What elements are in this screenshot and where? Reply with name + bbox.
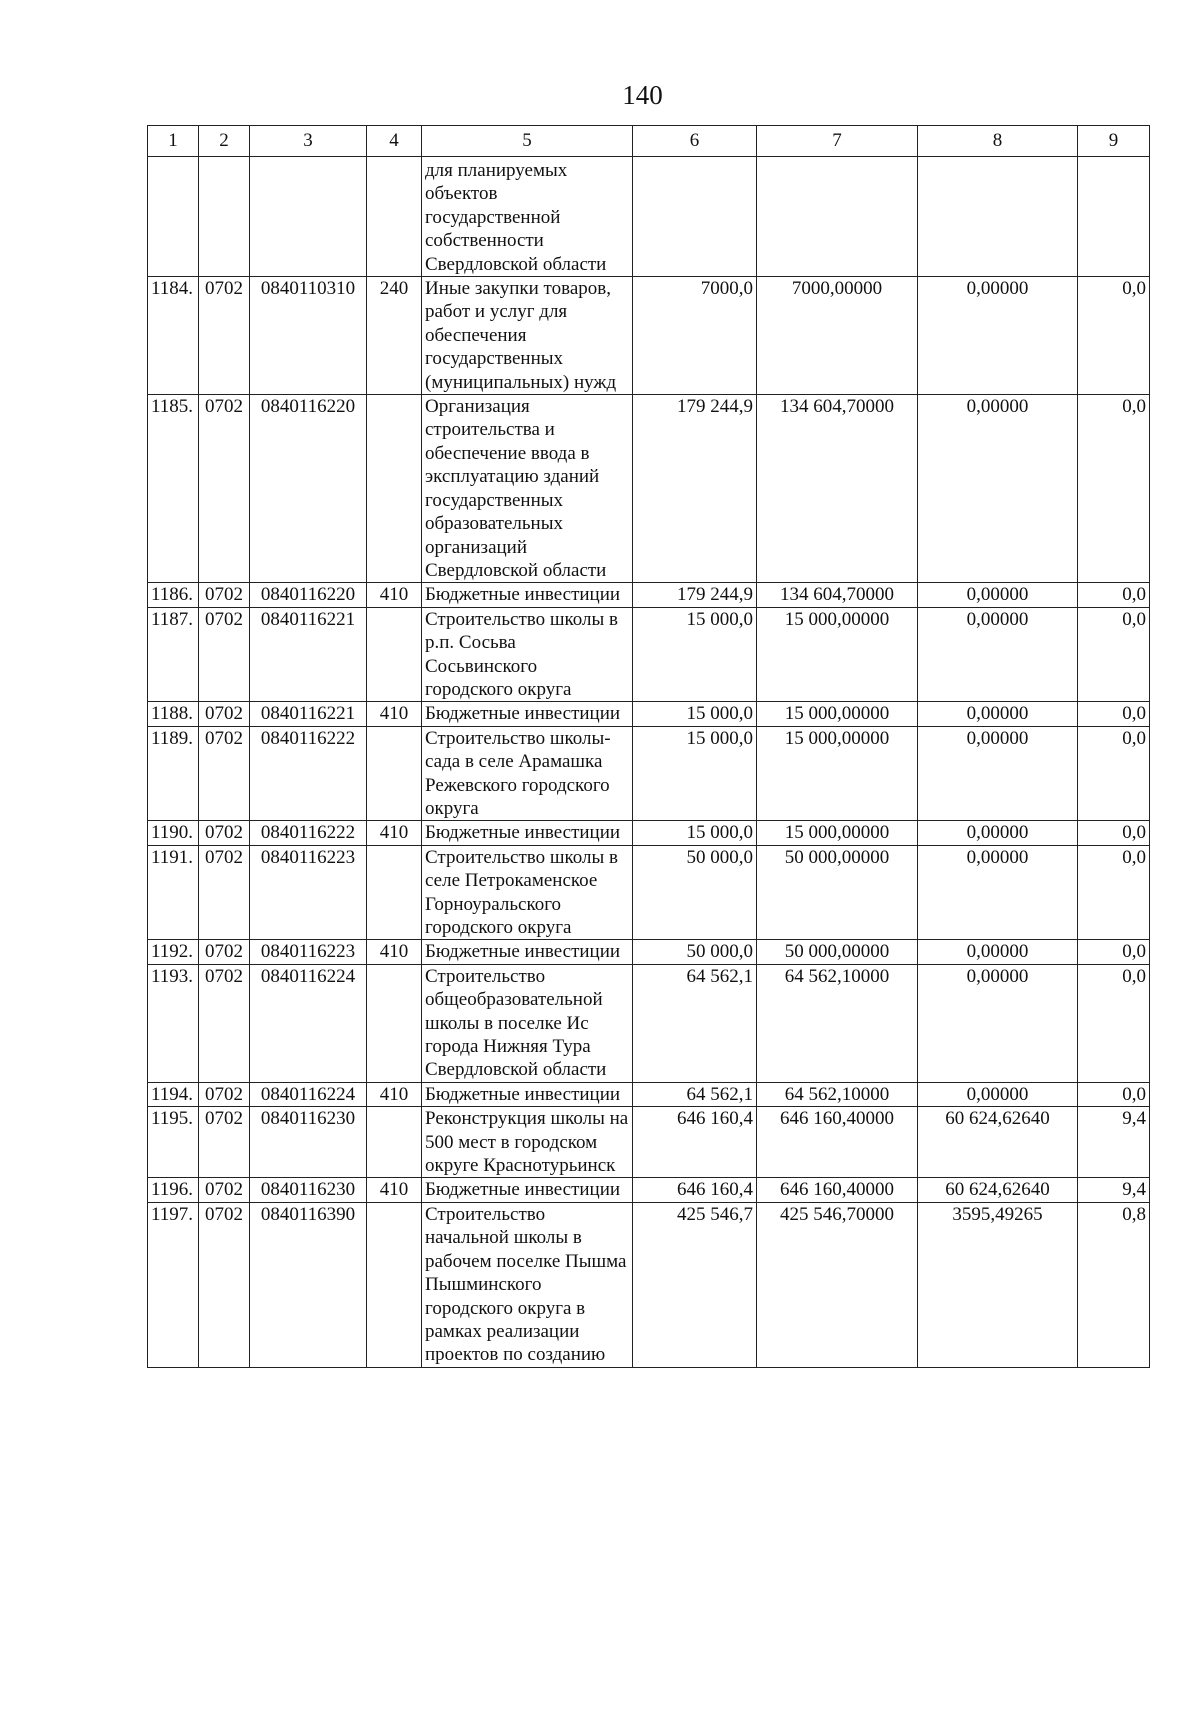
cell-value-col7: 134 604,70000 xyxy=(757,395,918,583)
cell-value-col9: 0,0 xyxy=(1078,277,1150,395)
table-row xyxy=(148,702,1150,726)
cell-section-code: 0702 xyxy=(199,845,250,940)
cell-row-number: 1188. xyxy=(148,702,199,726)
header-col-9: 9 xyxy=(1078,126,1150,157)
cell-row-number: 1189. xyxy=(148,726,199,821)
cell-row-number: 1194. xyxy=(148,1082,199,1106)
cell-row-number: 1193. xyxy=(148,964,199,1082)
table-row xyxy=(148,1178,1150,1202)
cell-value-col6: 646 160,4 xyxy=(633,1107,757,1178)
cell-name: Организация строительства и обеспечение ввода в эксплуатацию зданий государственных образовательных организаций Свердловской области xyxy=(422,395,633,583)
cell-name: Бюджетные инвестиции xyxy=(422,821,633,845)
cell-name: Бюджетные инвестиции xyxy=(422,702,633,726)
cell-empty xyxy=(1078,157,1150,277)
continuation-row xyxy=(148,157,1150,277)
cell-article-code: 0840116223 xyxy=(250,940,367,964)
cell-empty xyxy=(199,157,250,277)
cell-value-col6: 64 562,1 xyxy=(633,1082,757,1106)
cell-name: Строительство школы в р.п. Сосьва Сосьвинского городского округа xyxy=(422,607,633,702)
cell-section-code: 0702 xyxy=(199,726,250,821)
cell-value-col7: 50 000,00000 xyxy=(757,940,918,964)
cell-value-col6: 425 546,7 xyxy=(633,1202,757,1367)
cell-empty xyxy=(367,157,422,277)
cell-section-code: 0702 xyxy=(199,583,250,607)
header-col-4: 4 xyxy=(367,126,422,157)
cell-expense-type: 240 xyxy=(367,277,422,395)
cell-article-code: 0840116222 xyxy=(250,821,367,845)
cell-name: Строительство общеобразовательной школы в поселке Ис города Нижняя Тура Свердловской области xyxy=(422,964,633,1082)
cell-value-col8: 3595,49265 xyxy=(918,1202,1078,1367)
table-row xyxy=(148,845,1150,940)
cell-section-code: 0702 xyxy=(199,277,250,395)
cell-section-code: 0702 xyxy=(199,702,250,726)
cell-article-code: 0840116221 xyxy=(250,607,367,702)
cell-row-number: 1184. xyxy=(148,277,199,395)
cell-name: Иные закупки товаров, работ и услуг для обеспечения государственных (муниципальных) нужд xyxy=(422,277,633,395)
table-row xyxy=(148,1107,1150,1178)
table-row xyxy=(148,607,1150,702)
cell-expense-type xyxy=(367,1202,422,1367)
cell-article-code: 0840116230 xyxy=(250,1107,367,1178)
table-row xyxy=(148,395,1150,583)
cell-section-code: 0702 xyxy=(199,395,250,583)
cell-value-col7: 15 000,00000 xyxy=(757,821,918,845)
cell-section-code: 0702 xyxy=(199,1107,250,1178)
cell-article-code: 0840116230 xyxy=(250,1178,367,1202)
cell-value-col9: 0,0 xyxy=(1078,940,1150,964)
cell-value-col8: 0,00000 xyxy=(918,726,1078,821)
cell-value-col7: 7000,00000 xyxy=(757,277,918,395)
table-row xyxy=(148,1082,1150,1106)
cell-name: для планируемых объектов государственной собственности Свердловской области xyxy=(422,157,633,277)
header-col-5: 5 xyxy=(422,126,633,157)
cell-value-col8: 0,00000 xyxy=(918,821,1078,845)
header-col-7: 7 xyxy=(757,126,918,157)
cell-value-col6: 15 000,0 xyxy=(633,607,757,702)
cell-article-code: 0840116222 xyxy=(250,726,367,821)
cell-row-number: 1197. xyxy=(148,1202,199,1367)
cell-value-col8: 0,00000 xyxy=(918,277,1078,395)
header-col-6: 6 xyxy=(633,126,757,157)
cell-row-number: 1196. xyxy=(148,1178,199,1202)
cell-section-code: 0702 xyxy=(199,964,250,1082)
cell-value-col6: 15 000,0 xyxy=(633,726,757,821)
cell-value-col6: 179 244,9 xyxy=(633,583,757,607)
cell-value-col9: 0,8 xyxy=(1078,1202,1150,1367)
cell-value-col9: 0,0 xyxy=(1078,845,1150,940)
cell-section-code: 0702 xyxy=(199,821,250,845)
cell-value-col8: 0,00000 xyxy=(918,702,1078,726)
cell-value-col6: 179 244,9 xyxy=(633,395,757,583)
cell-value-col6: 15 000,0 xyxy=(633,702,757,726)
table-row xyxy=(148,940,1150,964)
cell-row-number: 1190. xyxy=(148,821,199,845)
cell-value-col7: 64 562,10000 xyxy=(757,964,918,1082)
cell-expense-type xyxy=(367,607,422,702)
cell-value-col7: 64 562,10000 xyxy=(757,1082,918,1106)
cell-empty xyxy=(918,157,1078,277)
cell-value-col6: 64 562,1 xyxy=(633,964,757,1082)
cell-value-col6: 15 000,0 xyxy=(633,821,757,845)
cell-value-col7: 15 000,00000 xyxy=(757,702,918,726)
cell-value-col7: 425 546,70000 xyxy=(757,1202,918,1367)
cell-value-col9: 9,4 xyxy=(1078,1178,1150,1202)
cell-value-col8: 0,00000 xyxy=(918,395,1078,583)
cell-name: Бюджетные инвестиции xyxy=(422,1082,633,1106)
cell-value-col9: 0,0 xyxy=(1078,1082,1150,1106)
cell-expense-type: 410 xyxy=(367,940,422,964)
cell-value-col9: 0,0 xyxy=(1078,583,1150,607)
cell-expense-type: 410 xyxy=(367,1178,422,1202)
table-row xyxy=(148,1202,1150,1367)
cell-name: Строительство школы-сада в селе Арамашка Режевского городского округа xyxy=(422,726,633,821)
cell-value-col6: 7000,0 xyxy=(633,277,757,395)
cell-article-code: 0840116220 xyxy=(250,395,367,583)
cell-value-col7: 646 160,40000 xyxy=(757,1107,918,1178)
cell-value-col7: 15 000,00000 xyxy=(757,726,918,821)
cell-value-col7: 646 160,40000 xyxy=(757,1178,918,1202)
page-number: 140 xyxy=(622,80,663,110)
cell-value-col9: 0,0 xyxy=(1078,702,1150,726)
cell-expense-type: 410 xyxy=(367,702,422,726)
table-row xyxy=(148,583,1150,607)
cell-empty xyxy=(633,157,757,277)
cell-value-col9: 0,0 xyxy=(1078,726,1150,821)
cell-name: Реконструкция школы на 500 мест в городском округе Краснотурьинск xyxy=(422,1107,633,1178)
cell-section-code: 0702 xyxy=(199,607,250,702)
cell-row-number: 1185. xyxy=(148,395,199,583)
cell-expense-type xyxy=(367,395,422,583)
cell-value-col9: 0,0 xyxy=(1078,964,1150,1082)
cell-name: Строительство начальной школы в рабочем поселке Пышма Пышминского городского округа в рамках реализации проектов по созданию xyxy=(422,1202,633,1367)
cell-value-col6: 50 000,0 xyxy=(633,940,757,964)
cell-name: Бюджетные инвестиции xyxy=(422,940,633,964)
cell-article-code: 0840116224 xyxy=(250,964,367,1082)
cell-section-code: 0702 xyxy=(199,1202,250,1367)
cell-section-code: 0702 xyxy=(199,1082,250,1106)
header-col-3: 3 xyxy=(250,126,367,157)
cell-row-number: 1195. xyxy=(148,1107,199,1178)
cell-expense-type xyxy=(367,845,422,940)
cell-name: Строительство школы в селе Петрокаменское Горноуральского городского округа xyxy=(422,845,633,940)
cell-section-code: 0702 xyxy=(199,940,250,964)
table-row xyxy=(148,821,1150,845)
cell-row-number: 1187. xyxy=(148,607,199,702)
cell-empty xyxy=(757,157,918,277)
cell-article-code: 0840116223 xyxy=(250,845,367,940)
cell-value-col7: 134 604,70000 xyxy=(757,583,918,607)
cell-row-number: 1191. xyxy=(148,845,199,940)
header-row xyxy=(148,126,1150,157)
cell-expense-type: 410 xyxy=(367,583,422,607)
header-col-2: 2 xyxy=(199,126,250,157)
cell-value-col7: 15 000,00000 xyxy=(757,607,918,702)
cell-article-code: 0840116390 xyxy=(250,1202,367,1367)
cell-empty xyxy=(148,157,199,277)
cell-expense-type xyxy=(367,1107,422,1178)
cell-value-col8: 60 624,62640 xyxy=(918,1178,1078,1202)
table-row xyxy=(148,964,1150,1082)
cell-value-col9: 0,0 xyxy=(1078,821,1150,845)
cell-section-code: 0702 xyxy=(199,1178,250,1202)
cell-value-col8: 0,00000 xyxy=(918,940,1078,964)
cell-name: Бюджетные инвестиции xyxy=(422,583,633,607)
cell-empty xyxy=(250,157,367,277)
cell-value-col9: 0,0 xyxy=(1078,395,1150,583)
cell-value-col8: 0,00000 xyxy=(918,607,1078,702)
cell-value-col7: 50 000,00000 xyxy=(757,845,918,940)
cell-value-col8: 0,00000 xyxy=(918,583,1078,607)
cell-value-col8: 0,00000 xyxy=(918,845,1078,940)
cell-article-code: 0840116221 xyxy=(250,702,367,726)
cell-article-code: 0840116224 xyxy=(250,1082,367,1106)
cell-expense-type xyxy=(367,964,422,1082)
cell-value-col8: 60 624,62640 xyxy=(918,1107,1078,1178)
table-row xyxy=(148,277,1150,395)
cell-expense-type: 410 xyxy=(367,821,422,845)
cell-value-col9: 0,0 xyxy=(1078,607,1150,702)
budget-table xyxy=(147,125,1150,1368)
cell-row-number: 1192. xyxy=(148,940,199,964)
cell-value-col8: 0,00000 xyxy=(918,1082,1078,1106)
cell-expense-type: 410 xyxy=(367,1082,422,1106)
cell-expense-type xyxy=(367,726,422,821)
cell-article-code: 0840116220 xyxy=(250,583,367,607)
cell-row-number: 1186. xyxy=(148,583,199,607)
cell-value-col9: 9,4 xyxy=(1078,1107,1150,1178)
cell-value-col6: 646 160,4 xyxy=(633,1178,757,1202)
cell-value-col6: 50 000,0 xyxy=(633,845,757,940)
cell-name: Бюджетные инвестиции xyxy=(422,1178,633,1202)
cell-value-col8: 0,00000 xyxy=(918,964,1078,1082)
header-col-1: 1 xyxy=(148,126,199,157)
table-row xyxy=(148,726,1150,821)
cell-article-code: 0840110310 xyxy=(250,277,367,395)
header-col-8: 8 xyxy=(918,126,1078,157)
